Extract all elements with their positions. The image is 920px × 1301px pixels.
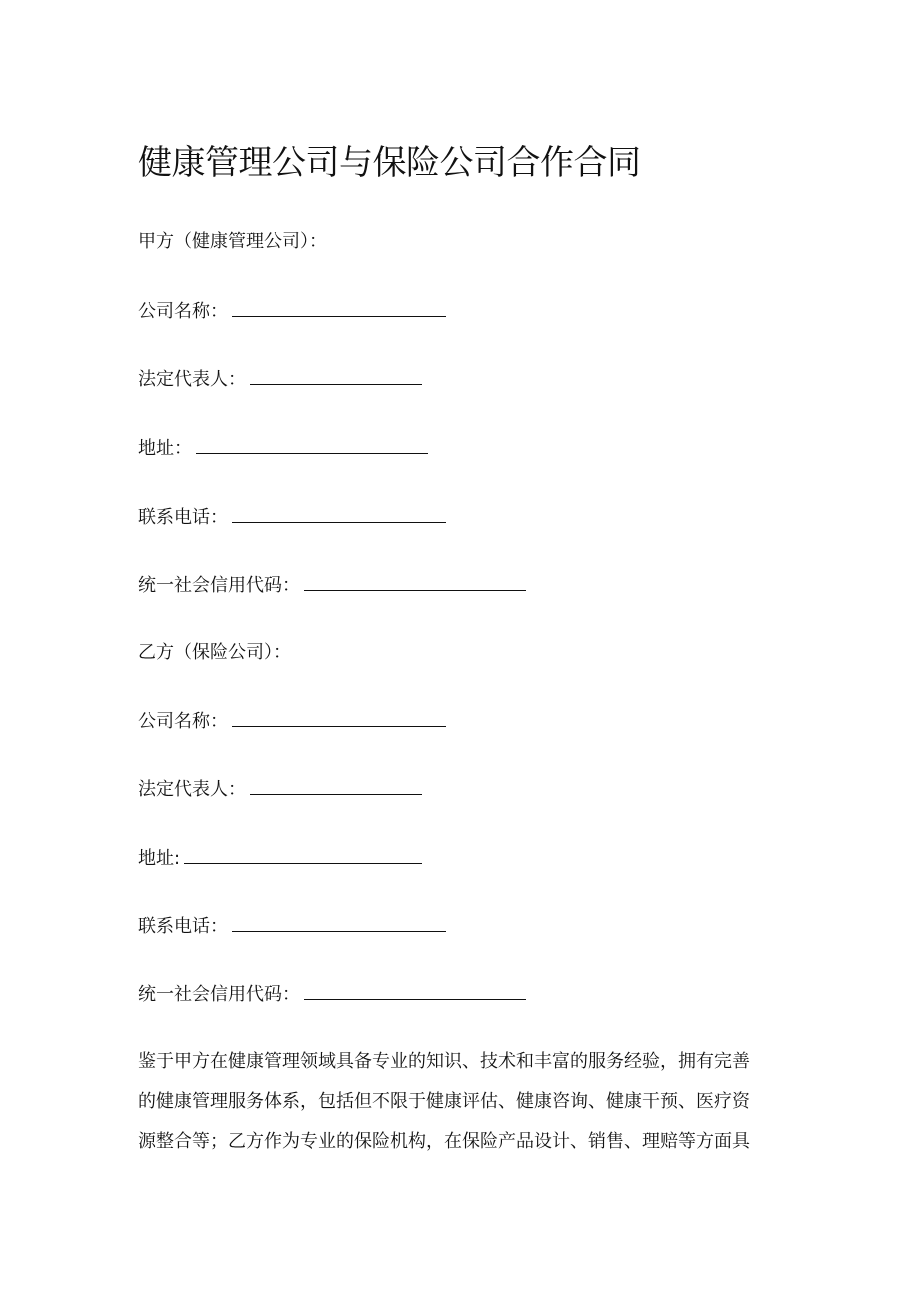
party-a-company-name-blank[interactable]	[232, 298, 446, 317]
party-b-phone-label: 联系电话：	[138, 916, 228, 937]
party-b-legal-rep-row	[138, 776, 422, 803]
party-a-credit-code-label: 统一社会信用代码：	[138, 575, 300, 596]
party-b-address-label: 地址:	[138, 848, 181, 869]
party-a-legal-rep-row	[138, 366, 422, 393]
party-b-credit-code-row	[138, 981, 526, 1008]
document-title: 健康管理公司与保险公司合作合同	[138, 143, 641, 183]
party-b-address-row	[138, 845, 422, 872]
party-b-legal-rep-label: 法定代表人：	[138, 779, 246, 800]
preamble-paragraph	[138, 1042, 778, 1162]
party-a-heading: 甲方（健康管理公司）：	[138, 231, 327, 252]
party-a-company-name-row	[138, 298, 446, 325]
party-a-phone-label: 联系电话：	[138, 507, 228, 528]
party-a-phone-blank[interactable]	[232, 504, 446, 523]
party-b-company-name-label: 公司名称：	[138, 711, 228, 732]
preamble-line: 的健康管理服务体系，包括但不限于健康评估、健康咨询、健康干预、医疗资	[138, 1091, 750, 1112]
party-a-company-name-label: 公司名称：	[138, 301, 228, 322]
party-a-address-label: 地址：	[138, 438, 192, 459]
party-b-company-name-row	[138, 708, 446, 735]
party-b-legal-rep-blank[interactable]	[250, 776, 422, 795]
preamble-line: 源整合等；乙方作为专业的保险机构，在保险产品设计、销售、理赔等方面具	[138, 1131, 750, 1152]
party-a-legal-rep-blank[interactable]	[250, 366, 422, 385]
party-a-credit-code-blank[interactable]	[304, 572, 526, 591]
party-b-address-blank[interactable]	[184, 845, 422, 864]
party-b-credit-code-label: 统一社会信用代码：	[138, 984, 300, 1005]
party-b-heading: 乙方（保险公司）：	[138, 642, 291, 663]
party-a-address-row	[138, 435, 428, 462]
party-a-legal-rep-label: 法定代表人：	[138, 369, 246, 390]
party-b-phone-blank[interactable]	[232, 913, 446, 932]
party-b-company-name-blank[interactable]	[232, 708, 446, 727]
party-a-address-blank[interactable]	[196, 435, 428, 454]
preamble-line: 鉴于甲方在健康管理领域具备专业的知识、技术和丰富的服务经验，拥有完善	[138, 1051, 750, 1072]
party-b-phone-row	[138, 913, 446, 940]
party-a-phone-row	[138, 504, 446, 531]
party-b-credit-code-blank[interactable]	[304, 981, 526, 1000]
party-a-credit-code-row	[138, 572, 526, 599]
